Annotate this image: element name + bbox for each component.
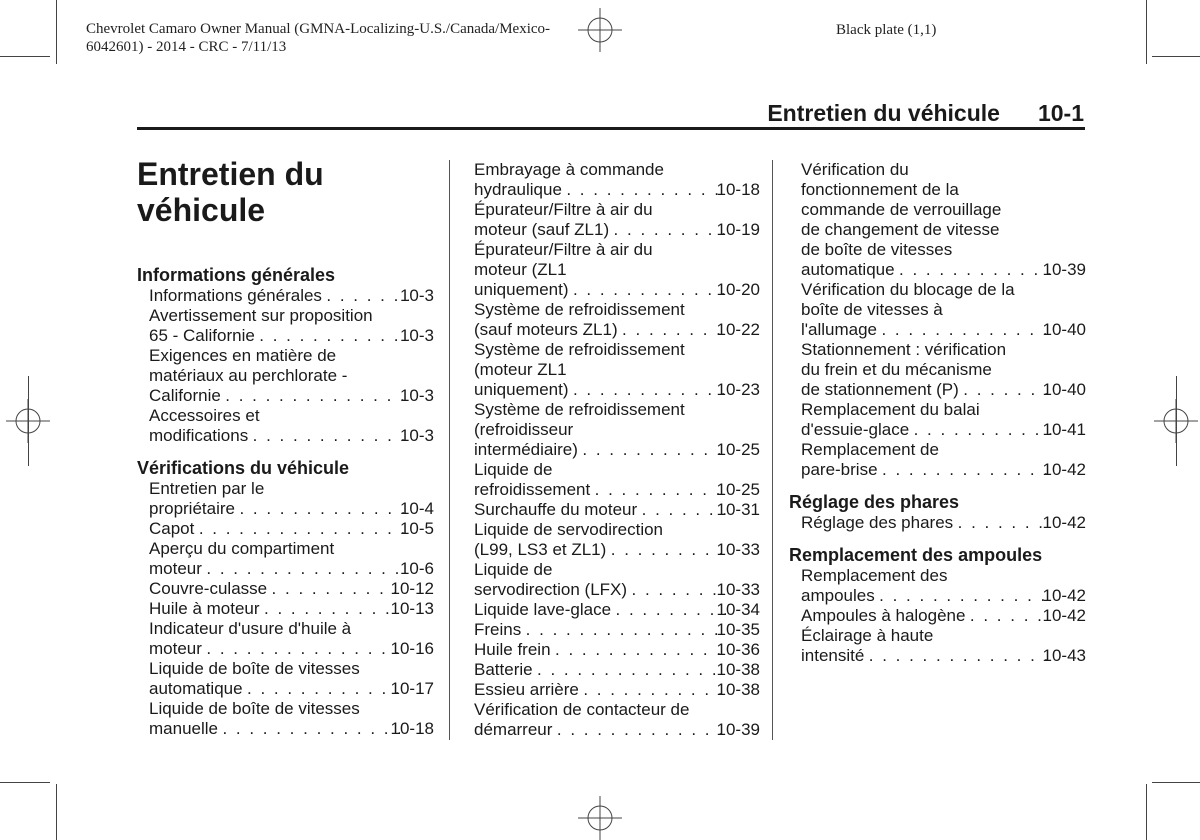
toc-entry[interactable] bbox=[137, 699, 434, 739]
section-heading: Réglage des phares bbox=[789, 492, 960, 512]
crop-mark bbox=[56, 784, 57, 840]
entry-title: Informations générales bbox=[149, 286, 322, 305]
entry-page: 10-3 bbox=[399, 426, 434, 445]
entry-page: 10-18 bbox=[390, 719, 434, 738]
crop-mark bbox=[0, 782, 50, 783]
toc-entry[interactable] bbox=[789, 280, 1086, 340]
toc-entry[interactable] bbox=[789, 160, 1086, 280]
entry-page: 10-16 bbox=[390, 639, 434, 658]
toc-entry[interactable] bbox=[474, 620, 760, 640]
dot-leader bbox=[613, 600, 725, 620]
dot-leader bbox=[571, 380, 726, 400]
entry-title: modifications bbox=[149, 426, 249, 445]
plate-label: Black plate (1,1) bbox=[836, 22, 937, 38]
dot-leader bbox=[611, 220, 725, 240]
entry-page: 10-36 bbox=[716, 640, 760, 659]
entry-title: Entretien par le bbox=[149, 479, 265, 498]
crop-mark bbox=[1152, 782, 1200, 783]
entry-page: 10-40 bbox=[1042, 320, 1086, 339]
entry-title: Liquide de bbox=[474, 460, 553, 479]
dot-leader bbox=[269, 579, 399, 599]
page-number: 10-1 bbox=[1037, 100, 1084, 126]
toc-entry[interactable] bbox=[137, 286, 434, 306]
entry-title: du frein et du mécanisme bbox=[801, 360, 992, 379]
entry-page: 10-25 bbox=[716, 480, 760, 499]
toc-entry[interactable] bbox=[137, 659, 434, 699]
entry-title: Accessoires et bbox=[149, 406, 260, 425]
entry-page: 10-5 bbox=[399, 519, 434, 538]
entry-title: (L99, LS3 et ZL1) bbox=[474, 540, 607, 559]
dot-leader bbox=[204, 559, 409, 579]
entry-page: 10-33 bbox=[716, 580, 760, 599]
toc-entry[interactable] bbox=[474, 520, 760, 560]
entry-title: Épurateur/Filtre à air du bbox=[474, 200, 653, 219]
column-divider bbox=[449, 160, 450, 740]
entry-title: Ampoules à halogène bbox=[801, 606, 966, 625]
toc-entry[interactable] bbox=[137, 539, 434, 579]
entry-title: propriétaire bbox=[149, 499, 235, 518]
entry-title: 65 - Californie bbox=[149, 326, 255, 345]
toc-entry[interactable] bbox=[137, 406, 434, 446]
entry-title: Freins bbox=[474, 620, 522, 639]
entry-page: 10-38 bbox=[716, 680, 760, 699]
dot-leader bbox=[262, 599, 400, 619]
toc-entry[interactable] bbox=[474, 340, 760, 400]
dot-leader bbox=[257, 326, 409, 346]
entry-title: intermédiaire) bbox=[474, 440, 578, 459]
dot-leader bbox=[564, 180, 726, 200]
crop-mark bbox=[0, 56, 50, 57]
entry-title: Réglage des phares bbox=[801, 513, 954, 532]
entry-title: Liquide de bbox=[474, 560, 553, 579]
entry-title: (refroidisseur bbox=[474, 420, 574, 439]
entry-title: Essieu arrière bbox=[474, 680, 579, 699]
toc-entry[interactable] bbox=[789, 626, 1086, 666]
entry-page: 10-3 bbox=[399, 386, 434, 405]
entry-title: Système de refroidissement bbox=[474, 340, 685, 359]
entry-page: 10-3 bbox=[399, 286, 434, 305]
registration-mark-icon bbox=[578, 796, 622, 840]
entry-page: 10-20 bbox=[716, 280, 760, 299]
entry-page: 10-18 bbox=[716, 180, 760, 199]
entry-title: Système de refroidissement bbox=[474, 400, 685, 419]
entry-title: Vérification de contacteur de bbox=[474, 700, 690, 719]
dot-leader bbox=[250, 426, 409, 446]
dot-leader bbox=[324, 286, 409, 306]
toc-entry[interactable] bbox=[789, 566, 1086, 606]
dot-leader bbox=[955, 513, 1051, 533]
entry-page: 10-31 bbox=[716, 500, 760, 519]
dot-leader bbox=[866, 646, 1051, 666]
toc-entry[interactable] bbox=[137, 579, 434, 599]
dot-leader bbox=[639, 500, 725, 520]
section-heading: Vérifications du véhicule bbox=[137, 458, 350, 478]
entry-title: Vérification du blocage de la bbox=[801, 280, 1015, 299]
entry-page: 10-23 bbox=[716, 380, 760, 399]
toc-entry[interactable] bbox=[474, 160, 760, 200]
entry-page: 10-42 bbox=[1042, 513, 1086, 532]
entry-title: manuelle bbox=[149, 719, 218, 738]
dot-leader bbox=[196, 519, 409, 539]
entry-page: 10-42 bbox=[1042, 586, 1086, 605]
dot-leader bbox=[220, 719, 400, 739]
entry-title: (sauf moteurs ZL1) bbox=[474, 320, 618, 339]
entry-title: Éclairage à haute bbox=[801, 626, 934, 645]
plate-line-1: Chevrolet Camaro Owner Manual (GMNA-Localizing-U.S./Canada/Mexico- bbox=[86, 21, 551, 37]
entry-title: Indicateur d'usure d'huile à bbox=[149, 619, 352, 638]
entry-title: uniquement) bbox=[474, 380, 569, 399]
entry-title: Remplacement de bbox=[801, 440, 939, 459]
entry-title: Aperçu du compartiment bbox=[149, 539, 335, 558]
entry-title: démarreur bbox=[474, 720, 553, 739]
toc-entry[interactable] bbox=[789, 513, 1086, 533]
toc-entry[interactable] bbox=[474, 300, 760, 340]
entry-title: Liquide lave-glace bbox=[474, 600, 612, 619]
entry-title: intensité bbox=[801, 646, 865, 665]
entry-page: 10-40 bbox=[1042, 380, 1086, 399]
toc-entry[interactable] bbox=[789, 400, 1086, 440]
dot-leader bbox=[880, 460, 1052, 480]
dot-leader bbox=[629, 580, 725, 600]
toc-entry[interactable] bbox=[789, 440, 1086, 480]
crop-mark bbox=[1146, 0, 1147, 64]
toc-entry[interactable] bbox=[137, 346, 434, 406]
entry-title: de boîte de vitesses bbox=[801, 240, 953, 259]
entry-title: Surchauffe du moteur bbox=[474, 500, 638, 519]
entry-page: 10-13 bbox=[390, 599, 434, 618]
dot-leader bbox=[592, 480, 725, 500]
dot-leader bbox=[204, 639, 400, 659]
toc-column-3 bbox=[789, 160, 1086, 666]
entry-title: l'allumage bbox=[801, 320, 878, 339]
running-head-title: Entretien du véhicule bbox=[767, 100, 1000, 126]
toc-entry[interactable] bbox=[474, 240, 760, 300]
entry-page: 10-4 bbox=[399, 499, 434, 518]
entry-title: Exigences en matière de bbox=[149, 346, 337, 365]
crop-mark bbox=[1146, 784, 1147, 840]
toc-entry[interactable] bbox=[474, 700, 760, 740]
entry-title: Couvre-culasse bbox=[149, 579, 268, 598]
entry-page: 10-6 bbox=[399, 559, 434, 578]
entry-title: (moteur ZL1 bbox=[474, 360, 567, 379]
entry-page: 10-41 bbox=[1042, 420, 1086, 439]
dot-leader bbox=[581, 680, 726, 700]
entry-title: matériaux au perchlorate - bbox=[149, 366, 348, 385]
running-head bbox=[767, 100, 1084, 127]
dot-leader bbox=[245, 679, 400, 699]
entry-title: pare-brise bbox=[801, 460, 878, 479]
entry-title: moteur bbox=[149, 639, 202, 658]
entry-title: de stationnement (P) bbox=[801, 380, 959, 399]
plate-line-2: 6042601) - 2014 - CRC - 7/11/13 bbox=[86, 39, 287, 55]
entry-title: Embrayage à commande bbox=[474, 160, 664, 179]
entry-title: Capot bbox=[149, 519, 195, 538]
chapter-title bbox=[137, 156, 437, 228]
entry-page: 10-19 bbox=[716, 220, 760, 239]
dot-leader bbox=[608, 540, 725, 560]
dot-leader bbox=[223, 386, 409, 406]
plate-info bbox=[86, 20, 550, 56]
toc-entry[interactable] bbox=[789, 606, 1086, 626]
entry-title: Liquide de boîte de vitesses bbox=[149, 699, 360, 718]
crop-mark bbox=[1152, 56, 1200, 57]
entry-title: Liquide de servodirection bbox=[474, 520, 664, 539]
entry-title: Épurateur/Filtre à air du bbox=[474, 240, 653, 259]
entry-page: 10-12 bbox=[390, 579, 434, 598]
toc-column-2 bbox=[474, 160, 760, 740]
entry-title: boîte de vitesses à bbox=[801, 300, 943, 319]
toc-entry[interactable] bbox=[137, 519, 434, 539]
toc-entry[interactable] bbox=[789, 340, 1086, 400]
entry-title: automatique bbox=[149, 679, 243, 698]
dot-leader bbox=[897, 260, 1052, 280]
entry-page: 10-39 bbox=[1042, 260, 1086, 279]
entry-page: 10-43 bbox=[1042, 646, 1086, 665]
registration-mark-icon bbox=[1154, 399, 1198, 443]
dot-leader bbox=[967, 606, 1051, 626]
registration-mark-icon bbox=[578, 8, 622, 52]
toc-entry[interactable] bbox=[474, 500, 760, 520]
entry-title: automatique bbox=[801, 260, 895, 279]
chapter-title-line-2: véhicule bbox=[137, 192, 266, 228]
entry-title: d'essuie-glace bbox=[801, 420, 910, 439]
column-divider bbox=[772, 160, 773, 740]
entry-title: Remplacement du balai bbox=[801, 400, 980, 419]
dot-leader bbox=[523, 620, 725, 640]
dot-leader bbox=[961, 380, 1052, 400]
section-heading: Remplacement des ampoules bbox=[789, 545, 1043, 565]
registration-mark-icon bbox=[6, 399, 50, 443]
entry-title: servodirection (LFX) bbox=[474, 580, 628, 599]
toc-entry[interactable] bbox=[474, 660, 760, 680]
entry-title: Californie bbox=[149, 386, 221, 405]
entry-title: Batterie bbox=[474, 660, 533, 679]
toc-entry[interactable] bbox=[474, 200, 760, 240]
toc-entry[interactable] bbox=[137, 306, 434, 346]
entry-title: moteur (ZL1 bbox=[474, 260, 567, 279]
entry-page: 10-33 bbox=[716, 540, 760, 559]
dot-leader bbox=[879, 320, 1052, 340]
entry-title: Vérification du bbox=[801, 160, 909, 179]
dot-leader bbox=[620, 320, 726, 340]
entry-title: uniquement) bbox=[474, 280, 569, 299]
toc-entry[interactable] bbox=[474, 640, 760, 660]
chapter-title-line-1: Entretien du bbox=[137, 156, 324, 192]
toc-entry[interactable] bbox=[474, 400, 760, 460]
dot-leader bbox=[877, 586, 1052, 606]
entry-page: 10-42 bbox=[1042, 606, 1086, 625]
entry-title: Liquide de boîte de vitesses bbox=[149, 659, 360, 678]
toc-entry[interactable] bbox=[137, 479, 434, 519]
entry-page: 10-35 bbox=[716, 620, 760, 639]
entry-page: 10-25 bbox=[716, 440, 760, 459]
toc-entry[interactable] bbox=[474, 560, 760, 600]
toc-entry[interactable] bbox=[474, 680, 760, 700]
entry-title: Remplacement des bbox=[801, 566, 948, 585]
header-rule bbox=[137, 127, 1085, 130]
entry-page: 10-3 bbox=[399, 326, 434, 345]
dot-leader bbox=[571, 280, 726, 300]
entry-title: fonctionnement de la bbox=[801, 180, 959, 199]
entry-title: Huile frein bbox=[474, 640, 551, 659]
entry-title: Huile à moteur bbox=[149, 599, 260, 618]
dot-leader bbox=[580, 440, 726, 460]
section-heading: Informations générales bbox=[137, 265, 336, 285]
entry-title: de changement de vitesse bbox=[801, 220, 1000, 239]
entry-page: 10-39 bbox=[716, 720, 760, 739]
toc-entry[interactable] bbox=[137, 599, 434, 619]
entry-page: 10-34 bbox=[716, 600, 760, 619]
dot-leader bbox=[911, 420, 1051, 440]
dot-leader bbox=[553, 640, 726, 660]
entry-title: hydraulique bbox=[474, 180, 562, 199]
entry-title: moteur (sauf ZL1) bbox=[474, 220, 610, 239]
entry-title: Système de refroidissement bbox=[474, 300, 685, 319]
toc-entry[interactable] bbox=[137, 619, 434, 659]
toc-entry[interactable] bbox=[474, 460, 760, 500]
entry-title: Avertissement sur proposition bbox=[149, 306, 373, 325]
entry-title: commande de verrouillage bbox=[801, 200, 1002, 219]
dot-leader bbox=[535, 660, 726, 680]
entry-title: moteur bbox=[149, 559, 202, 578]
crop-mark bbox=[56, 0, 57, 64]
dot-leader bbox=[554, 720, 725, 740]
entry-title: Stationnement : vérification bbox=[801, 340, 1007, 359]
entry-page: 10-22 bbox=[716, 320, 760, 339]
entry-title: refroidissement bbox=[474, 480, 591, 499]
toc-entry[interactable] bbox=[474, 600, 760, 620]
entry-title: ampoules bbox=[801, 586, 875, 605]
entry-page: 10-38 bbox=[716, 660, 760, 679]
entry-page: 10-17 bbox=[390, 679, 434, 698]
dot-leader bbox=[237, 499, 409, 519]
entry-page: 10-42 bbox=[1042, 460, 1086, 479]
toc-column-1 bbox=[137, 264, 434, 739]
